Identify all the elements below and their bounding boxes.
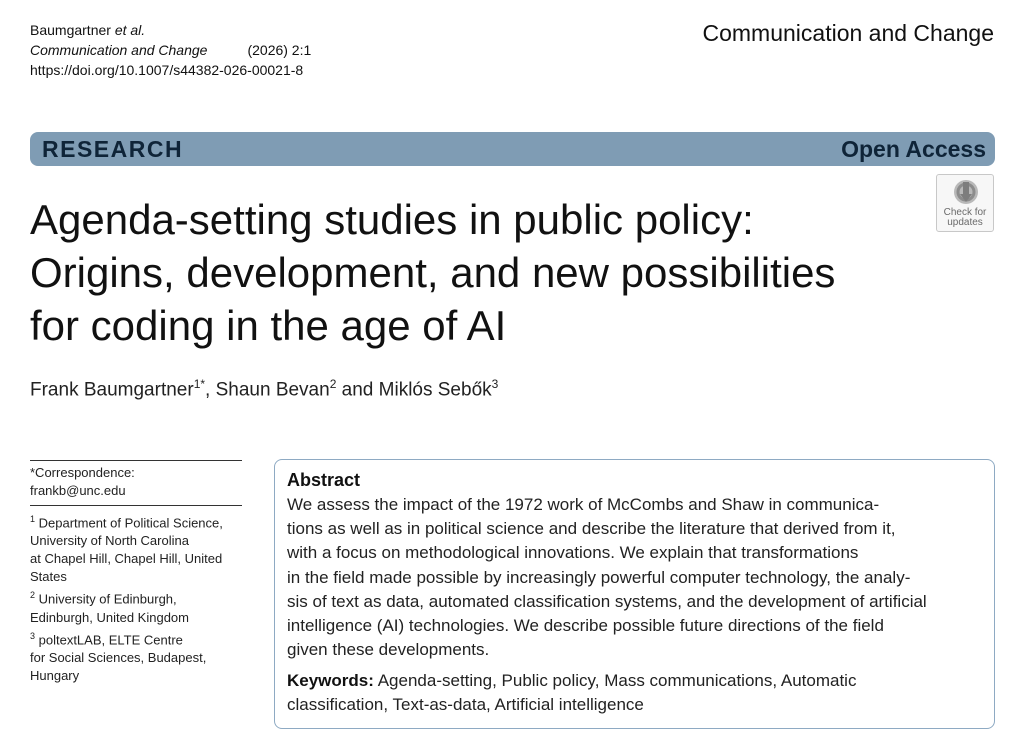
- correspondence-label: *Correspondence:: [30, 465, 135, 480]
- author-citation: [30, 20, 311, 40]
- affiliation-line: Hungary: [30, 667, 80, 683]
- author-affiliation-marker: 1*: [193, 377, 206, 391]
- check-for-updates-icon: [953, 179, 979, 207]
- affiliations: [30, 506, 242, 685]
- abstract-box: [274, 459, 995, 729]
- affiliation-2: [30, 586, 242, 626]
- journal-citation: [30, 40, 311, 60]
- keywords-text: classification, Text-as-data, Artificial intelligence: [287, 695, 644, 715]
- abstract-line: We assess the impact of the 1972 work of McCombs and Shaw in communica-: [287, 495, 880, 514]
- affiliation-line: poltextLAB, ELTE Centre: [35, 631, 183, 647]
- affiliation-line: for Social Sciences, Budapest,: [30, 649, 207, 665]
- author-separator: and: [336, 379, 379, 401]
- affiliation-number: 2: [30, 590, 36, 601]
- check-for-updates-label: [937, 208, 993, 228]
- affiliation-line: University of North Carolina: [30, 533, 189, 549]
- affiliation-line: University of Edinburgh,: [35, 591, 177, 607]
- abstract-line: tions as well as in political science and describe the literature that derived from it,: [287, 519, 896, 539]
- keywords-text: Agenda-setting, Public policy, Mass communications, Automatic: [377, 671, 857, 691]
- correspondence: [30, 461, 242, 505]
- author-separator: ,: [205, 379, 216, 401]
- author-name[interactable]: Shaun Bevan: [215, 379, 330, 401]
- check-line-2: updates: [947, 217, 983, 228]
- doi-link[interactable]: https://doi.org/10.1007/s44382-026-00021-8: [30, 62, 304, 78]
- abstract-line: sis of text as data, automated classification systems, and the development of artificial: [287, 591, 927, 611]
- author-list: [30, 377, 498, 401]
- affiliation-number: 3: [30, 630, 36, 641]
- open-access-label: Open Access: [841, 136, 986, 162]
- article-type-banner: [30, 132, 995, 166]
- journal-name: Communication and Change: [702, 20, 994, 46]
- keywords: [287, 669, 982, 717]
- correspondence-email[interactable]: frankb@unc.edu: [30, 483, 126, 498]
- title-line: for coding in the age of AI: [30, 302, 507, 349]
- affiliation-1: [30, 510, 242, 586]
- affiliation-line: at Chapel Hill, Chapel Hill, United: [30, 551, 223, 567]
- title-line: Origins, development, and new possibilities: [30, 249, 836, 296]
- abstract-line: given these developments.: [287, 640, 490, 660]
- year-issue: (2026) 2:1: [247, 42, 312, 58]
- journal-italic: Communication and Change: [30, 42, 208, 58]
- abstract-text: [287, 493, 982, 662]
- abstract-line: intelligence (AI) technologies. We describe possible future directions of the field: [287, 616, 884, 636]
- author-name[interactable]: Miklós Sebők: [378, 379, 492, 401]
- abstract-line: in the field made possible by increasingly powerful computer technology, the analy-: [287, 567, 911, 587]
- et-al: et al.: [114, 22, 146, 38]
- article-title: [30, 193, 930, 352]
- affiliation-3: [30, 627, 242, 685]
- author-affiliation-marker: 2: [329, 377, 337, 391]
- check-line-1: Check for: [943, 207, 987, 218]
- affiliation-line: Edinburgh, United Kingdom: [30, 609, 189, 625]
- affiliation-sidebar: [30, 460, 242, 685]
- check-for-updates-button[interactable]: [936, 174, 994, 232]
- citation-block: [30, 20, 311, 80]
- affiliation-line: Department of Political Science,: [35, 515, 223, 531]
- affiliation-number: 1: [30, 514, 36, 524]
- keywords-label: Keywords:: [287, 671, 374, 691]
- author-name[interactable]: Frank Baumgartner: [30, 379, 194, 401]
- author-affiliation-marker: 3: [491, 377, 499, 391]
- article-type-label: RESEARCH: [42, 136, 184, 162]
- title-line: Agenda-setting studies in public policy:: [30, 196, 754, 243]
- abstract-heading: Abstract: [287, 470, 361, 490]
- abstract-line: with a focus on methodological innovations. We explain that transformations: [287, 543, 859, 563]
- first-author-surname: Baumgartner: [30, 22, 115, 38]
- affiliation-line: States: [30, 569, 67, 585]
